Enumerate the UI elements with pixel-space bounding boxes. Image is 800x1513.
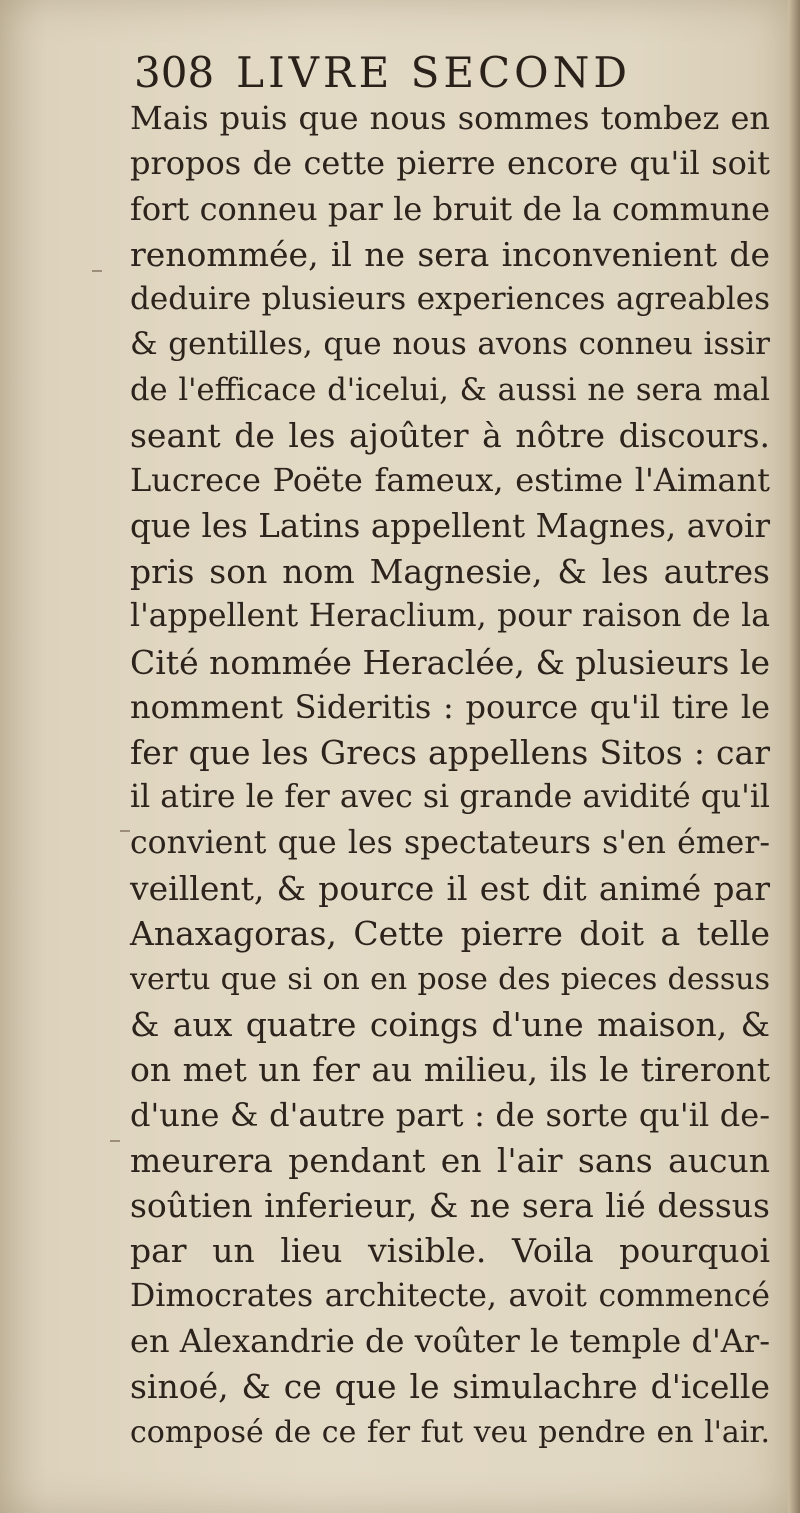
text-line: propos de cette pierre encore qu'il soit bbox=[130, 144, 770, 183]
text-line: vertu que si on en pose des pieces dessus bbox=[130, 961, 770, 997]
running-header bbox=[134, 48, 631, 97]
margin-mark bbox=[92, 270, 102, 272]
text-line: fer que les Grecs appellens Sitos : car bbox=[130, 733, 770, 773]
text-line: fort conneu par le bruit de la commune bbox=[130, 189, 770, 228]
text-line: Lucrece Poëte fameux, estime l'Aimant bbox=[130, 461, 770, 500]
text-line: de l'efficace d'icelui, & aussi ne sera mal bbox=[130, 372, 770, 408]
margin-mark bbox=[120, 830, 130, 832]
text-line: Mais puis que nous sommes tombez en bbox=[130, 99, 770, 137]
page-number: 308 bbox=[134, 48, 215, 97]
text-line: seant de les ajoûter à nôtre discours. bbox=[130, 416, 770, 456]
text-line: deduire plusieurs experiences agreables bbox=[130, 281, 770, 318]
text-line: on met un fer au milieu, ils le tireront bbox=[130, 1050, 770, 1090]
text-line: Dimocrates architecte, avoit commencé bbox=[130, 1277, 770, 1314]
text-line: & gentilles, que nous avons conneu issir bbox=[130, 326, 770, 363]
text-line: renommée, il ne sera inconvenient de bbox=[130, 234, 770, 274]
text-line: pris son nom Magnesie, & les autres bbox=[130, 551, 770, 591]
text-line: composé de ce fer fut veu pendre en l'air. bbox=[130, 1414, 770, 1450]
body-text bbox=[130, 96, 770, 1455]
text-line: que les Latins appellent Magnes, avoir bbox=[130, 506, 770, 545]
text-line: Cité nommée Heraclée, & plusieurs le bbox=[130, 642, 770, 682]
text-line: sinoé, & ce que le simulachre d'icelle bbox=[130, 1367, 770, 1407]
text-line: il atire le fer avec si grande avidité qu'il bbox=[130, 779, 770, 816]
text-line: Anaxagoras, Cette pierre doit a telle bbox=[130, 914, 770, 954]
text-line: veillent, & pource il est dit animé par bbox=[130, 869, 770, 909]
text-line: & aux quatre coings d'une maison, & bbox=[130, 1004, 770, 1044]
book-right-edge bbox=[788, 0, 800, 1513]
text-line: meurera pendant en l'air sans aucun bbox=[130, 1140, 770, 1180]
text-line: par un lieu visible. Voila pourquoi bbox=[130, 1231, 770, 1271]
text-line: nomment Sideritis : pource qu'il tire le bbox=[130, 687, 770, 726]
text-line: soûtien inferieur, & ne sera lié dessus bbox=[130, 1186, 770, 1226]
margin-mark bbox=[110, 1140, 120, 1142]
running-title: LIVRE SECOND bbox=[236, 48, 632, 97]
text-line: convient que les spectateurs s'en émer- bbox=[130, 824, 770, 861]
text-line: l'appellent Heraclium, pour raison de la bbox=[130, 598, 770, 635]
text-line: en Alexandrie de voûter le temple d'Ar- bbox=[130, 1322, 770, 1361]
text-line: d'une & d'autre part : de sorte qu'il de- bbox=[130, 1095, 770, 1134]
